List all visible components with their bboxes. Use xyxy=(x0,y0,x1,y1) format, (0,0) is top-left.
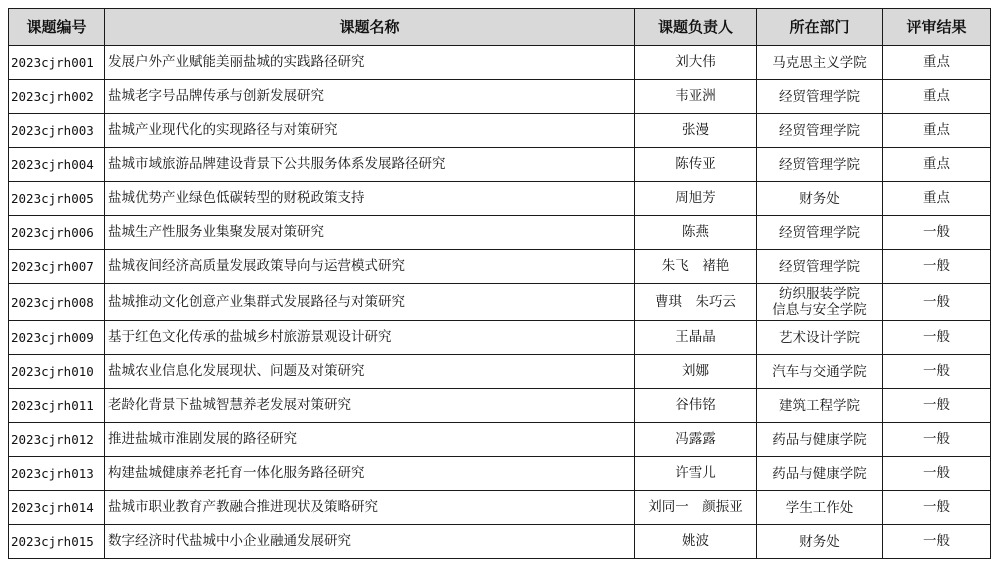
header-result: 评审结果 xyxy=(883,9,991,46)
review-result-cell: 重点 xyxy=(883,46,991,80)
review-result-cell: 重点 xyxy=(883,114,991,148)
department-cell xyxy=(757,321,883,355)
project-title-cell: 推进盐城市淮剧发展的路径研究 xyxy=(105,423,635,457)
project-title-cell: 盐城夜间经济高质量发展政策导向与运营模式研究 xyxy=(105,250,635,284)
review-result-cell: 一般 xyxy=(883,355,991,389)
table-row xyxy=(9,216,991,250)
project-title-cell: 盐城市职业教育产教融合推进现状及策略研究 xyxy=(105,491,635,525)
table-row xyxy=(9,355,991,389)
project-code-cell: 2023cjrh015 xyxy=(9,525,105,559)
table-row xyxy=(9,250,991,284)
project-lead-cell: 刘同一 颜振亚 xyxy=(635,491,757,525)
project-code-cell: 2023cjrh008 xyxy=(9,284,105,321)
project-review-table xyxy=(8,8,991,559)
project-code-cell: 2023cjrh007 xyxy=(9,250,105,284)
department-cell xyxy=(757,525,883,559)
project-lead-cell: 周旭芳 xyxy=(635,182,757,216)
project-code-cell: 2023cjrh005 xyxy=(9,182,105,216)
department-name: 经贸管理学院 xyxy=(779,258,860,275)
department-cell xyxy=(757,389,883,423)
review-result-cell: 重点 xyxy=(883,148,991,182)
review-result-cell: 重点 xyxy=(883,182,991,216)
project-lead-cell: 姚波 xyxy=(635,525,757,559)
review-result-cell: 一般 xyxy=(883,457,991,491)
department-cell xyxy=(757,355,883,389)
project-code-cell: 2023cjrh011 xyxy=(9,389,105,423)
review-result-cell: 一般 xyxy=(883,491,991,525)
project-code-cell: 2023cjrh006 xyxy=(9,216,105,250)
department-cell xyxy=(757,491,883,525)
project-code-cell: 2023cjrh009 xyxy=(9,321,105,355)
department-cell xyxy=(757,423,883,457)
header-dept: 所在部门 xyxy=(757,9,883,46)
project-lead-cell: 王晶晶 xyxy=(635,321,757,355)
review-result-cell: 一般 xyxy=(883,389,991,423)
review-result-cell: 一般 xyxy=(883,525,991,559)
project-code-cell: 2023cjrh012 xyxy=(9,423,105,457)
department-cell xyxy=(757,46,883,80)
department-name: 信息与安全学院 xyxy=(772,302,867,318)
table-row xyxy=(9,423,991,457)
table-row xyxy=(9,148,991,182)
header-title: 课题名称 xyxy=(105,9,635,46)
department-name: 经贸管理学院 xyxy=(779,224,860,241)
department-name: 纺织服装学院 xyxy=(779,286,860,302)
project-lead-cell: 张漫 xyxy=(635,114,757,148)
department-cell xyxy=(757,457,883,491)
department-cell xyxy=(757,250,883,284)
project-title-cell: 盐城老字号品牌传承与创新发展研究 xyxy=(105,80,635,114)
table-row xyxy=(9,46,991,80)
project-title-cell: 发展户外产业赋能美丽盐城的实践路径研究 xyxy=(105,46,635,80)
project-title-cell: 构建盐城健康养老托育一体化服务路径研究 xyxy=(105,457,635,491)
department-cell xyxy=(757,216,883,250)
project-code-cell: 2023cjrh004 xyxy=(9,148,105,182)
project-lead-cell: 陈传亚 xyxy=(635,148,757,182)
department-name: 经贸管理学院 xyxy=(779,156,860,173)
department-name: 学生工作处 xyxy=(785,499,854,516)
department-name: 药品与健康学院 xyxy=(772,431,867,448)
project-lead-cell: 朱飞 褚艳 xyxy=(635,250,757,284)
project-code-cell: 2023cjrh002 xyxy=(9,80,105,114)
project-code-cell: 2023cjrh013 xyxy=(9,457,105,491)
project-title-cell: 盐城市域旅游品牌建设背景下公共服务体系发展路径研究 xyxy=(105,148,635,182)
department-cell xyxy=(757,80,883,114)
department-name: 财务处 xyxy=(799,190,840,207)
department-name: 建筑工程学院 xyxy=(779,397,860,414)
project-title-cell: 基于红色文化传承的盐城乡村旅游景观设计研究 xyxy=(105,321,635,355)
project-title-cell: 盐城产业现代化的实现路径与对策研究 xyxy=(105,114,635,148)
project-lead-cell: 刘娜 xyxy=(635,355,757,389)
project-code-cell: 2023cjrh001 xyxy=(9,46,105,80)
project-code-cell: 2023cjrh014 xyxy=(9,491,105,525)
review-result-cell: 一般 xyxy=(883,423,991,457)
project-title-cell: 盐城推动文化创意产业集群式发展路径与对策研究 xyxy=(105,284,635,321)
project-lead-cell: 谷伟铭 xyxy=(635,389,757,423)
table-body xyxy=(9,46,991,559)
table-row xyxy=(9,321,991,355)
project-lead-cell: 曹琪 朱巧云 xyxy=(635,284,757,321)
table-row xyxy=(9,389,991,423)
project-lead-cell: 陈燕 xyxy=(635,216,757,250)
project-lead-cell: 刘大伟 xyxy=(635,46,757,80)
table-header-row xyxy=(9,9,991,46)
project-title-cell: 盐城优势产业绿色低碳转型的财税政策支持 xyxy=(105,182,635,216)
department-name: 艺术设计学院 xyxy=(779,329,860,346)
department-cell xyxy=(757,182,883,216)
review-result-cell: 重点 xyxy=(883,80,991,114)
review-result-cell: 一般 xyxy=(883,284,991,321)
project-lead-cell: 冯露露 xyxy=(635,423,757,457)
project-title-cell: 数字经济时代盐城中小企业融通发展研究 xyxy=(105,525,635,559)
project-lead-cell: 韦亚洲 xyxy=(635,80,757,114)
review-result-cell: 一般 xyxy=(883,216,991,250)
review-result-cell: 一般 xyxy=(883,250,991,284)
table-row xyxy=(9,80,991,114)
department-cell xyxy=(757,114,883,148)
project-title-cell: 盐城生产性服务业集聚发展对策研究 xyxy=(105,216,635,250)
department-name: 财务处 xyxy=(799,533,840,550)
project-code-cell: 2023cjrh003 xyxy=(9,114,105,148)
header-code: 课题编号 xyxy=(9,9,105,46)
table-row xyxy=(9,525,991,559)
table-row xyxy=(9,114,991,148)
project-lead-cell: 许雪儿 xyxy=(635,457,757,491)
project-code-cell: 2023cjrh010 xyxy=(9,355,105,389)
department-name: 马克思主义学院 xyxy=(772,54,867,71)
department-name: 汽车与交通学院 xyxy=(772,363,867,380)
table-row xyxy=(9,457,991,491)
department-name: 经贸管理学院 xyxy=(779,122,860,139)
project-title-cell: 盐城农业信息化发展现状、问题及对策研究 xyxy=(105,355,635,389)
department-cell xyxy=(757,284,883,321)
header-lead: 课题负责人 xyxy=(635,9,757,46)
project-title-cell: 老龄化背景下盐城智慧养老发展对策研究 xyxy=(105,389,635,423)
table-row xyxy=(9,284,991,321)
table-row xyxy=(9,182,991,216)
table-row xyxy=(9,491,991,525)
department-name: 经贸管理学院 xyxy=(779,88,860,105)
review-result-cell: 一般 xyxy=(883,321,991,355)
department-cell xyxy=(757,148,883,182)
department-name: 药品与健康学院 xyxy=(772,465,867,482)
